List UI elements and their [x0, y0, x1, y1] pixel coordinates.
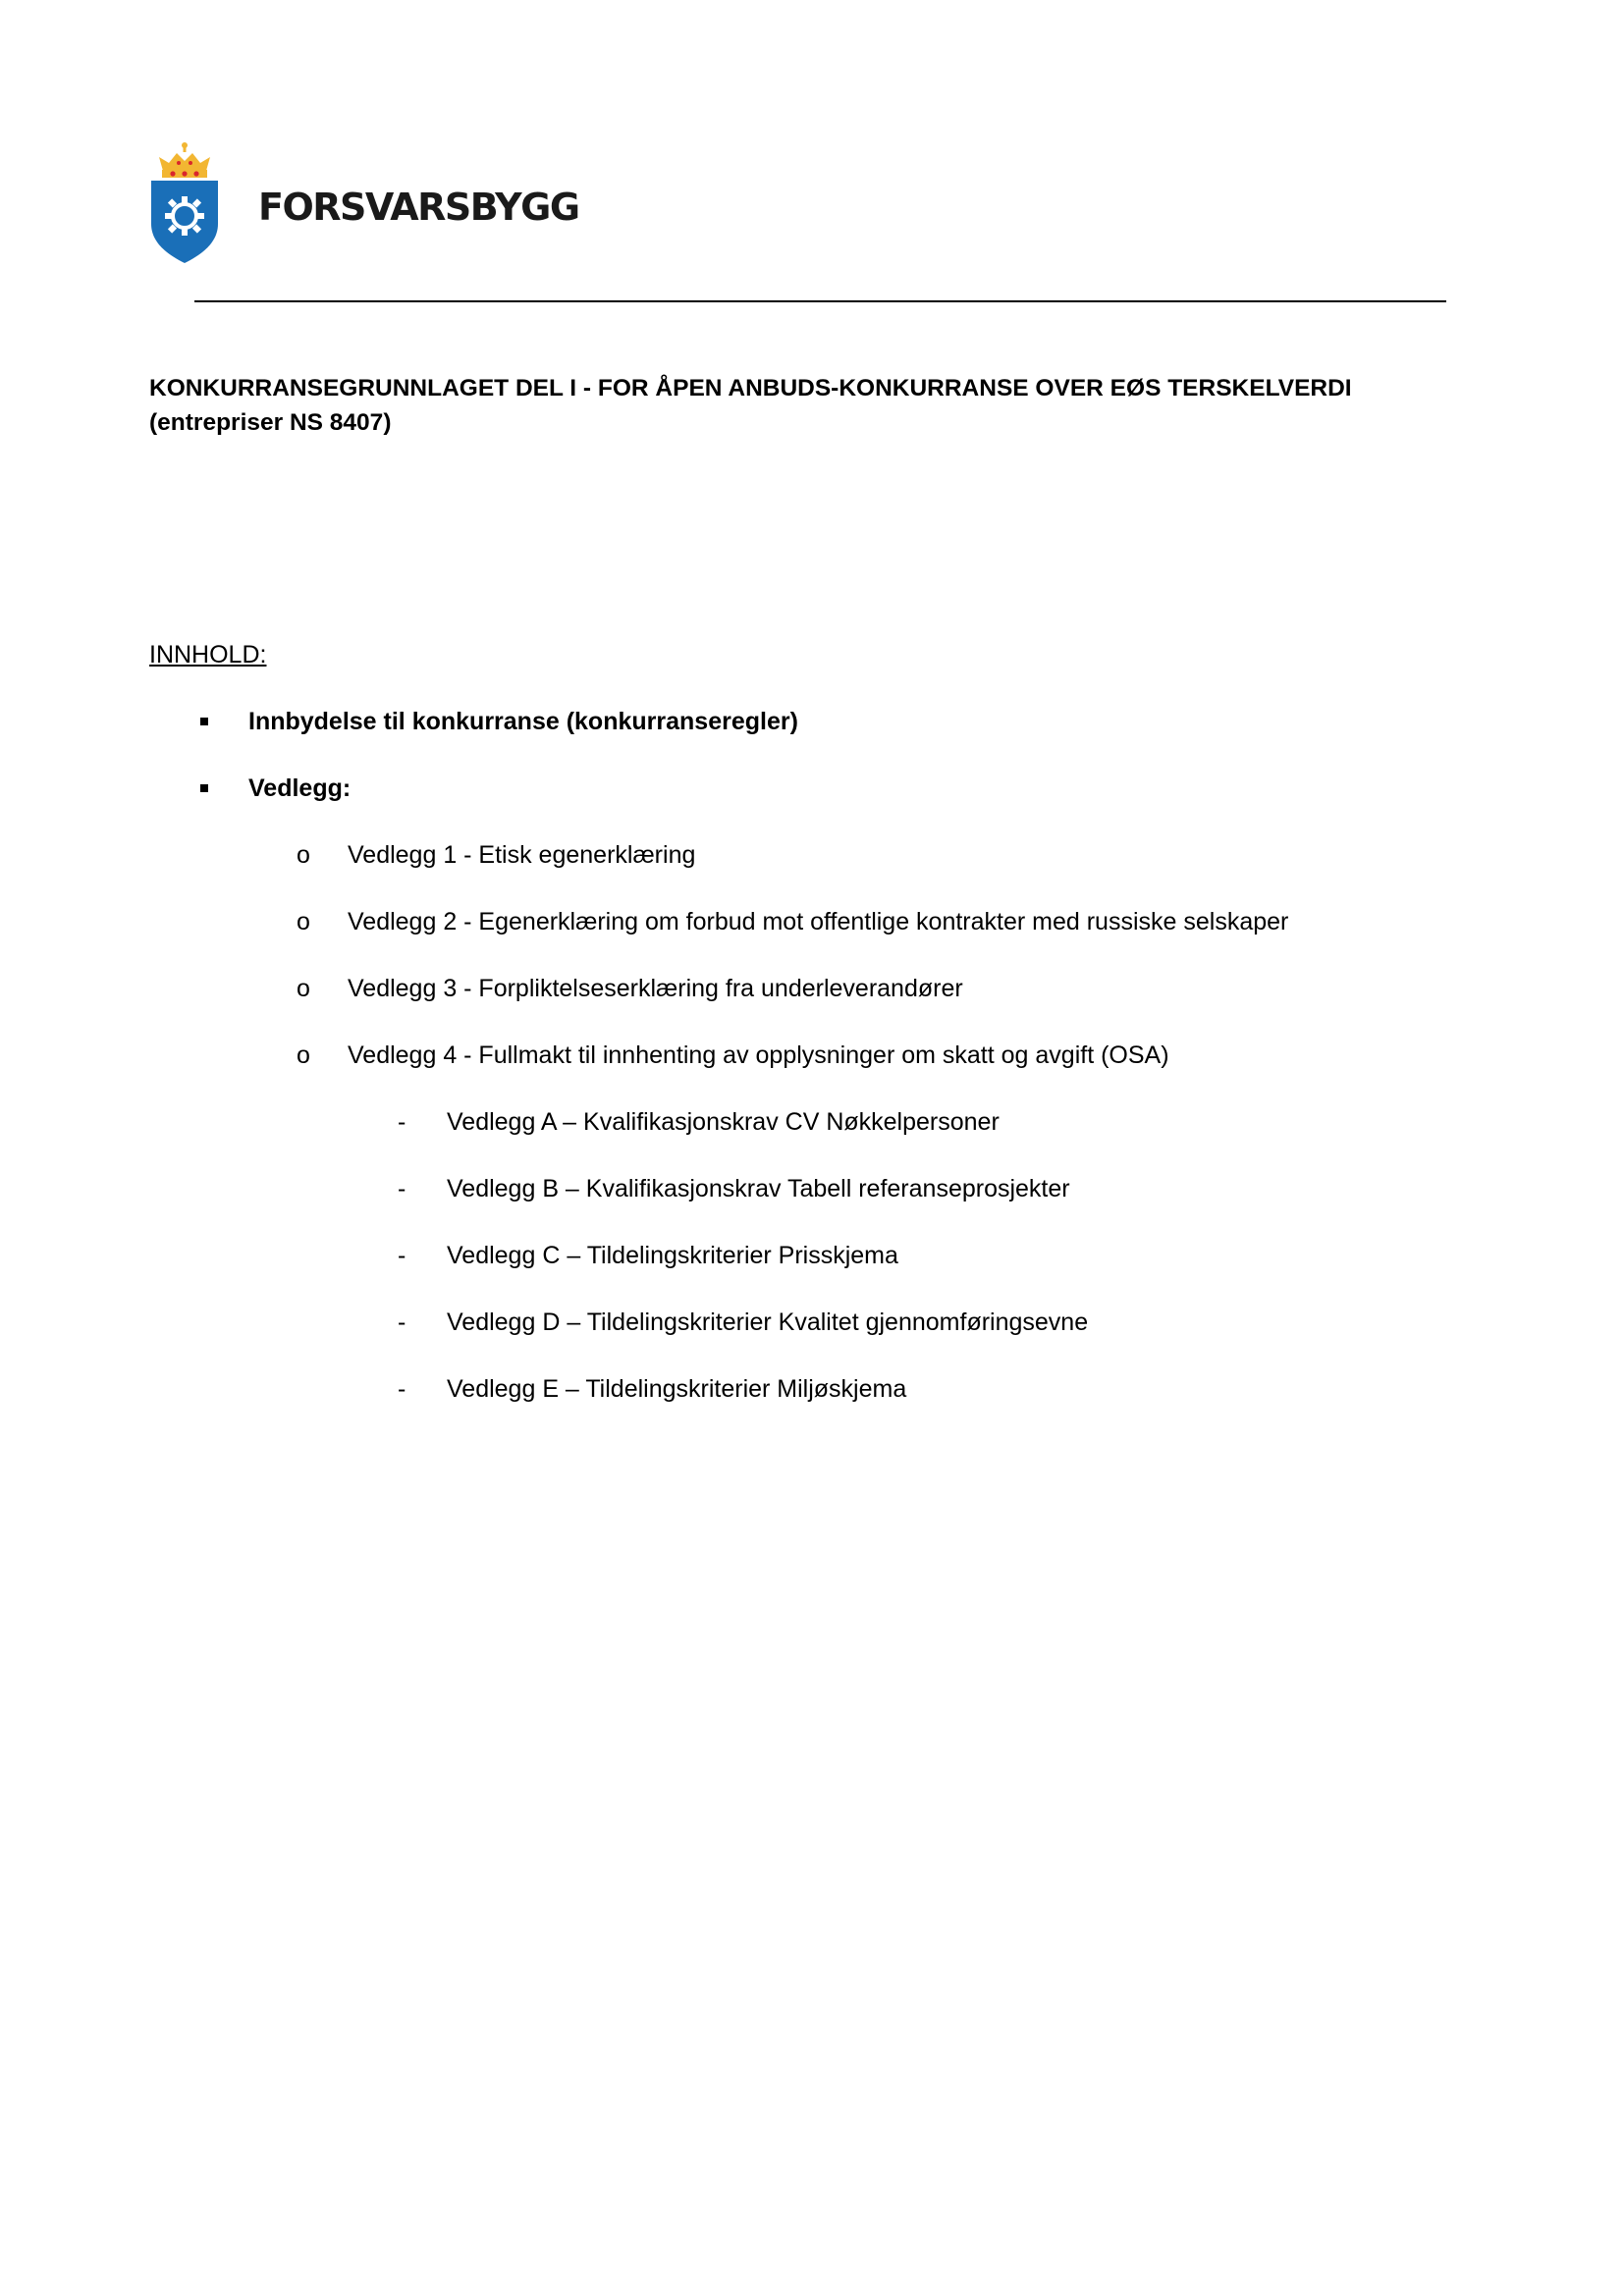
toc-item-label: Innbydelse til konkurranse (konkurranseregler) [248, 708, 798, 735]
circle-bullet: o [297, 975, 310, 1002]
square-bullet-icon [200, 784, 208, 792]
header-logo [149, 141, 579, 265]
toc-item-label: Vedlegg 1 - Etisk egenerklæring [348, 841, 696, 869]
toc-item-label: Vedlegg: [248, 774, 352, 802]
toc-heading: INNHOLD: [149, 641, 267, 668]
header-divider [194, 300, 1446, 302]
document-title: KONKURRANSEGRUNNLAGET DEL I - FOR ÅPEN ANBUDS-KONKURRANSE OVER EØS TERSKELVERDI (entrepriser NS 8407) [149, 375, 1352, 436]
toc-item-label: Vedlegg C – Tildelingskriterier Prisskjema [447, 1242, 898, 1269]
dash-bullet: - [398, 1242, 406, 1269]
toc-item-label: Vedlegg 3 - Forpliktelseserklæring fra underleverandører [348, 975, 963, 1002]
circle-bullet: o [297, 908, 310, 935]
dash-bullet: - [398, 1308, 406, 1336]
toc-item-label: Vedlegg A – Kvalifikasjonskrav CV Nøkkelpersoner [447, 1108, 1000, 1136]
circle-bullet: o [297, 841, 310, 869]
dash-bullet: - [398, 1108, 406, 1136]
logo-wordmark: FORSVARSBYGG [258, 186, 579, 229]
toc-item-label: Vedlegg D – Tildelingskriterier Kvalitet gjennomføringsevne [447, 1308, 1089, 1336]
toc-item-label: Vedlegg 4 - Fullmakt til innhenting av opplysninger om skatt og avgift (OSA) [348, 1041, 1169, 1069]
dash-bullet: - [398, 1175, 406, 1202]
toc-item-label: Vedlegg 2 - Egenerklæring om forbud mot offentlige kontrakter med russiske selskaper [348, 908, 1289, 935]
dash-bullet: - [398, 1375, 406, 1403]
coat-of-arms-shield-icon [149, 141, 220, 265]
circle-bullet: o [297, 1041, 310, 1069]
toc-item-label: Vedlegg E – Tildelingskriterier Miljøskjema [447, 1375, 907, 1403]
square-bullet-icon [200, 718, 208, 725]
toc-item-label: Vedlegg B – Kvalifikasjonskrav Tabell referanseprosjekter [447, 1175, 1070, 1202]
